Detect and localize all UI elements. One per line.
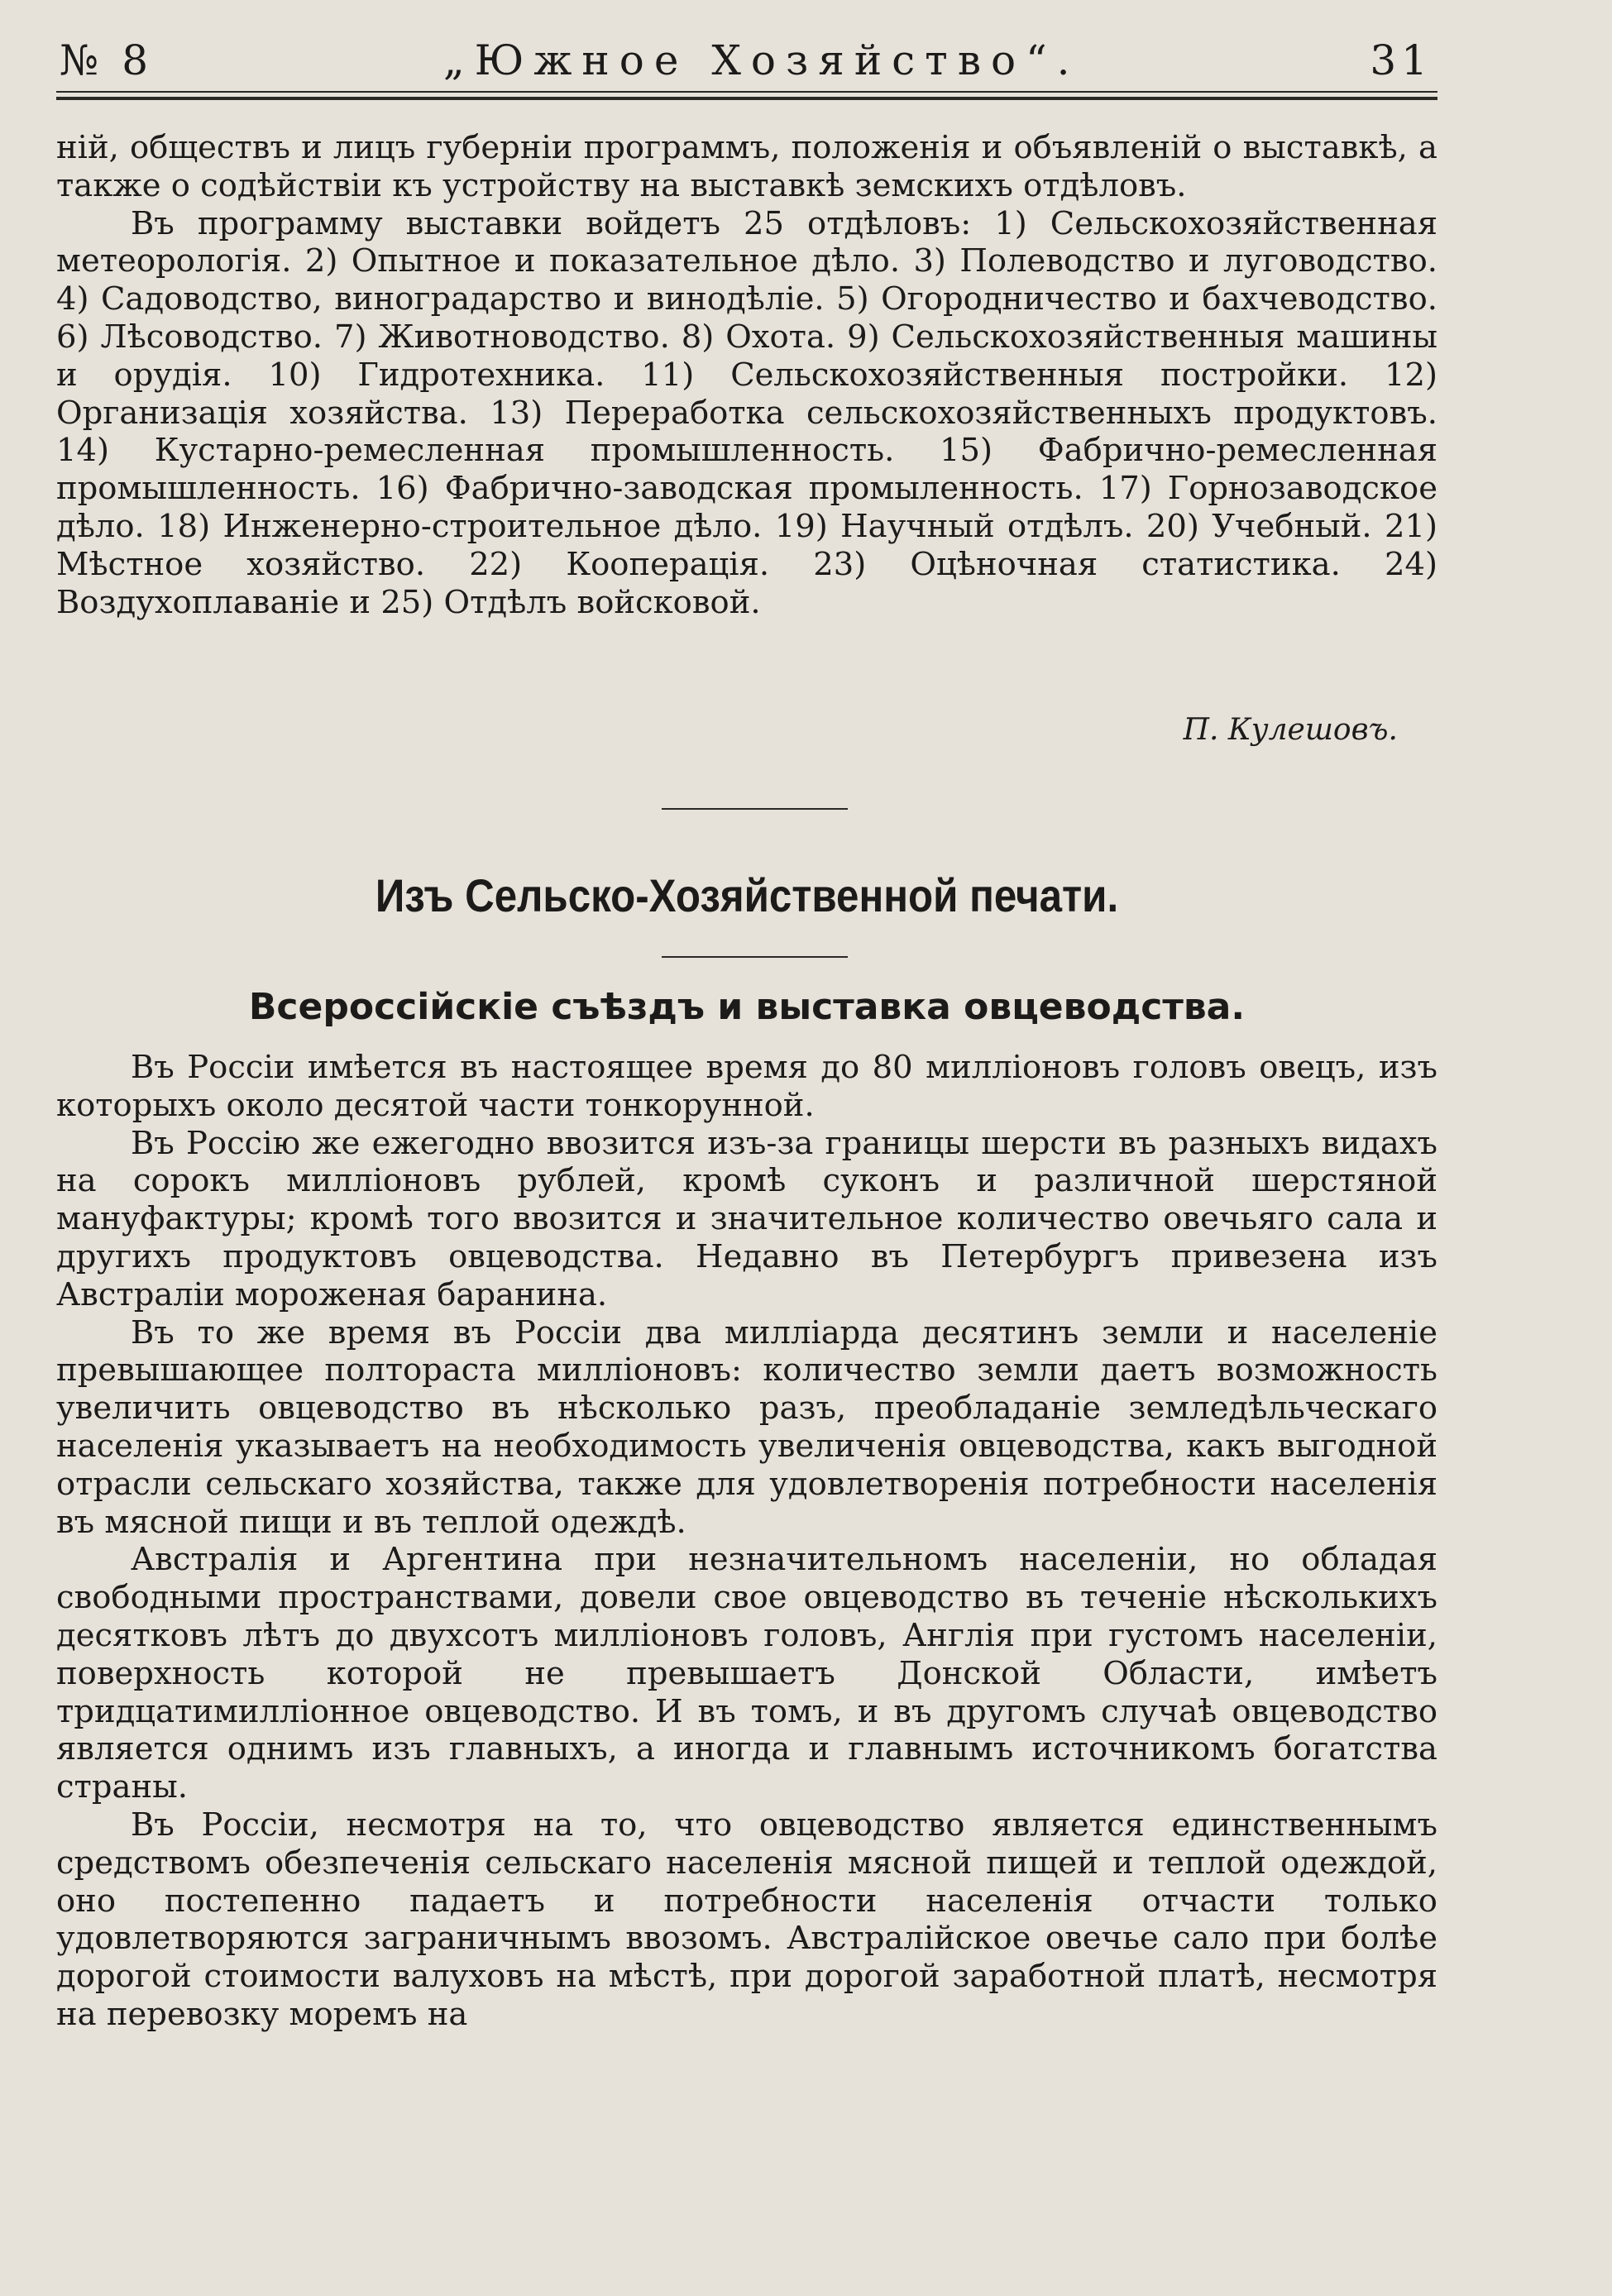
journal-title: „Южное Хозяйство“. [442, 36, 1080, 84]
separator-top [662, 808, 848, 810]
article-paragraph-4: Австралія и Аргентина при незначительномъ населеніи, но обладая свободными пространствами, довели свое овцеводство въ теченіе нѣсколькихъ десятковъ лѣтъ до двухсотъ милліоновъ головъ, Англія при густомъ населеніи, поверхность которой не превышаетъ Донской Области, имѣетъ тридцатимилліонное овцеводство. И въ томъ, и въ другомъ случаѣ овцеводство является однимъ изъ главныхъ, а иногда и главнымъ источникомъ богатства страны. [56, 1541, 1437, 1806]
article-paragraph-2: Въ Россію же ежегодно ввозится изъ-за границы шерсти въ разныхъ видахъ на сорокъ милліоновъ рублей, кромѣ суконъ и различной шерстяной мануфактуры; кромѣ того ввозится и значительное количество овечьяго сала и другихъ продуктовъ овцеводства. Недавно въ Петербургъ привезена изъ Австраліи мороженая баранина. [56, 1124, 1437, 1313]
article-title: Всероссійскіе съѣздъ и выставка овцеводства. [248, 986, 1246, 1028]
header-rule-thick [56, 97, 1437, 100]
top-text-block [56, 129, 1437, 621]
page-number: 31 [1370, 36, 1433, 84]
section-heading: Изъ Сельско-Хозяйственной печати. [375, 869, 1119, 921]
article-body [56, 1049, 1437, 2034]
top-paragraph-2: Въ программу выставки войдетъ 25 отдѣловъ: 1) Сельскохозяйственная метеорологія. 2) Опытное и показательное дѣло. 3) Полеводство и луговодство. 4) Садоводство, виноградарство и винодѣліе. 5) Огородничество и бахчеводство. 6) Лѣсоводство. 7) Животноводство. 8) Охота. 9) Сельскохозяйственныя машины и орудія. 10) Гидротехника. 11) Сельскохозяйственныя постройки. 12) Организація хозяйства. 13) Переработка сельскохозяйственныхъ продуктовъ. 14) Кустарно-ремесленная промышленность. 15) Фабрично-ремесленная промышленность. 16) Фабрично-заводская промыленность. 17) Горнозаводское дѣло. 18) Инженерно-строительное дѣло. 19) Научный отдѣлъ. 20) Учебный. 21) Мѣстное хозяйство. 22) Кооперація. 23) Оцѣночная статистика. 24) Воздухоплаваніе и 25) Отдѣлъ войсковой. [56, 204, 1437, 621]
article-paragraph-5: Въ Россіи, несмотря на то, что овцеводство является единственнымъ средствомъ обезпеченія сельскаго населенія мясной пищей и теплой одеждой, оно постепенно падаетъ и потребности населенія отчасти только удовлетворяются заграничнымъ ввозомъ. Австралійское овечье сало при болѣе дорогой стоимости валуховъ на мѣстѣ, при дорогой заработной платѣ, несмотря на перевозку моремъ на [56, 1806, 1437, 2033]
separator-bottom [662, 956, 848, 958]
author-signature: П. Кулешовъ. [1183, 713, 1398, 747]
issue-number: № 8 [60, 36, 154, 84]
article-paragraph-3: Въ то же время въ Россіи два милліарда десятинъ земли и населеніе превышающее полтораста милліоновъ: количество земли даетъ возможность увеличить овцеводство въ нѣсколько разъ, преобладаніе земледѣльческаго населенія указываетъ на необходимость увеличенія овцеводства, какъ выгодной отрасли сельскаго хозяйства, также для удовлетворенія потребности населенія въ мясной пищи и въ теплой одеждѣ. [56, 1313, 1437, 1541]
top-paragraph-1: ній, обществъ и лицъ губерніи программъ, положенія и объявленій о выставкѣ, а также о содѣйствіи къ устройству на выставкѣ земскихъ отдѣловъ. [56, 129, 1437, 204]
page-header [60, 33, 1433, 88]
header-rule-thin [56, 91, 1437, 93]
article-paragraph-1: Въ Россіи имѣется въ настоящее время до 80 милліоновъ головъ овецъ, изъ которыхъ около десятой части тонкорунной. [56, 1049, 1437, 1124]
